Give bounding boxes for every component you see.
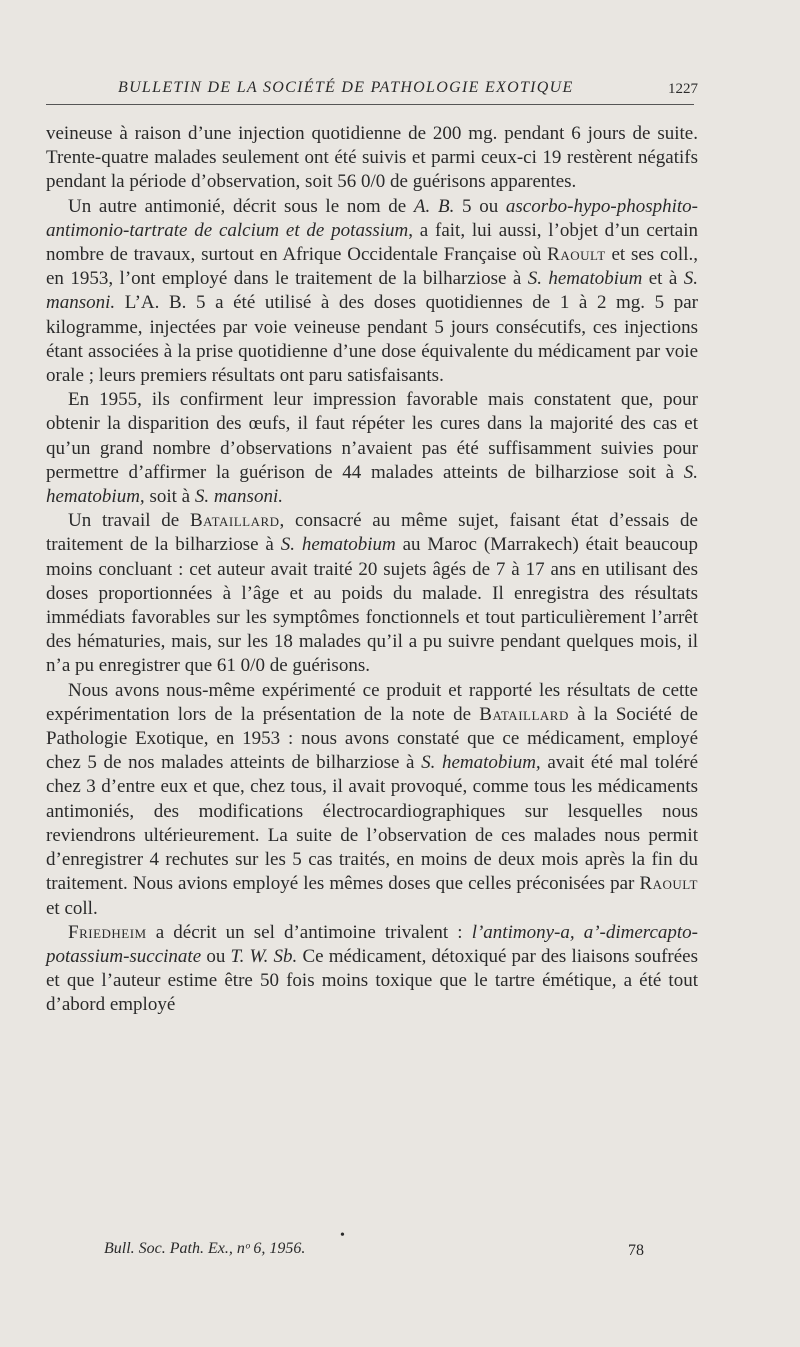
text-run: Nous avons nous-même expérimenté ce produit et rapporté les résultats de cette expérimentation lors de la présentation de la note de [46, 679, 698, 725]
text-run: et à [642, 268, 684, 290]
paragraph-3 [46, 388, 698, 509]
author-name: Friedheim [68, 921, 147, 943]
paragraph-2 [46, 195, 698, 389]
text-run: Un autre antimonié, décrit sous le nom de [68, 195, 414, 217]
text-run: et coll. [46, 897, 98, 919]
compound-name: l’antimony-a, a’-dimercapto-potassium-succinate [46, 921, 699, 967]
text-run: En 1955, ils confirment leur impression favorable mais constatent que, pour obtenir la disparition des œufs, il faut répéter les cures dans la majorité des cas et qu’un grand nombre d’observations n’avaient pas été suffisamment suivies pour permettre d’affirmer la guérison de 44 malades atteints de bilharziose soit à [46, 389, 698, 483]
text-run: 5 ou [454, 195, 506, 217]
text-run: ou [201, 945, 231, 967]
sheet-number: 78 [628, 1242, 644, 1259]
paragraph-6 [46, 921, 698, 1018]
text-run: , a fait, lui aussi, l’objet d’un certain nombre de travaux, surtout en Afrique Occidentale Française où [46, 219, 698, 266]
text-run: Un travail de [68, 510, 190, 532]
species-name: S. hematobium, [421, 752, 541, 774]
text-run: a décrit un sel d’antimoine trivalent : [146, 921, 472, 943]
author-name: Bataillard [189, 510, 280, 532]
species-name: S. hematobium, [46, 461, 698, 508]
text-run: au Maroc (Marrakech) était beaucoup moins concluant : cet auteur avait traité 20 sujets âgés de 7 à 17 ans en utilisant des doses proportionnées à l’âge et au poids du malade. Il enregistra des résultats immédiats favorables sur les symptômes fonctionnels et tout particulièrement l’arrêt des hématuries, mais, sur les 18 malades qu’il a pu suivre pendant quelques mois, il n’a pu enregistrer que 61 0/0 de guérisons. [46, 534, 698, 677]
text-run: L’A. B. 5 a été utilisé à des doses quotidiennes de 1 à 2 mg. 5 par kilogramme, injectées par voie veineuse pendant 5 jours consécutifs, ces injections étant associées à la prise quotidienne d’une dose équivalente du médicament par voie orale ; leurs premiers résultats ont paru satisfaisants. [46, 292, 698, 387]
author-name: Raoult [639, 873, 698, 895]
body-text [46, 122, 698, 1018]
paragraph-5 [46, 679, 698, 921]
text-run: à la Société de Pathologie Exotique, en 1953 : nous avons constaté que ce médicament, employé chez 5 de nos malades atteints de bilharziose à [46, 703, 698, 774]
paragraph-1: veineuse à raison d’une injection quotidienne de 200 mg. pendant 6 jours de suite. Trente-quatre malades seulement ont été suivis et parmi ceux-ci 19 restèrent négatifs pendant la période d’observation, soit 56 0/0 de guérisons apparentes. [46, 123, 698, 193]
italic-term: A. B. [413, 195, 455, 217]
author-name: Raoult [547, 244, 606, 266]
text-run: soit à [144, 486, 195, 508]
species-name: S. hematobium [527, 268, 643, 290]
page-number: 1227 [668, 81, 698, 97]
text-run: , consacré au même sujet, faisant état d’essais de traitement de la bilharziose à [46, 510, 698, 556]
author-name: Bataillard [479, 703, 569, 725]
footer-citation: Bull. Soc. Path. Ex., nᵒ 6, 1956. [104, 1240, 306, 1257]
text-run: et ses coll., en 1953, l’ont employé dans le traitement de la bilharziose à [46, 244, 698, 290]
journal-title: BULLETIN DE LA SOCIÉTÉ DE PATHOLOGIE EXOTIQUE [118, 79, 574, 96]
species-name: S. mansoni. [194, 486, 283, 508]
page-footer [104, 1228, 644, 1259]
text-run: Ce médicament, détoxiqué par des liaisons soufrées et que l’auteur estime être 50 fois moins toxique que le tartre émétique, a été tout d’abord employé [46, 945, 698, 1016]
italic-term: ascorbo-hypo-phosphito-antimonio-tartrate de calcium et de potassium [46, 195, 698, 241]
running-header [46, 76, 698, 105]
printer-mark: • [340, 1228, 345, 1243]
species-name: S. hematobium [280, 534, 396, 556]
compound-abbreviation: T. W. Sb. [230, 945, 298, 967]
text-run: avait été mal toléré chez 3 d’entre eux et que, chez tous, il avait provoqué, comme tous les médicaments antimoniés, des modifications électrocardiographiques sur lesquelles nous reviendrons ultérieurement. La suite de l’observation de ces malades nous permit d’enregistrer 4 rechutes sur les 5 cas traités, en moins de deux mois après la fin du traitement. Nous avions employé les mêmes doses que celles préconisées par [46, 752, 699, 895]
paragraph-4 [46, 509, 698, 678]
species-name: S. mansoni. [46, 268, 698, 314]
